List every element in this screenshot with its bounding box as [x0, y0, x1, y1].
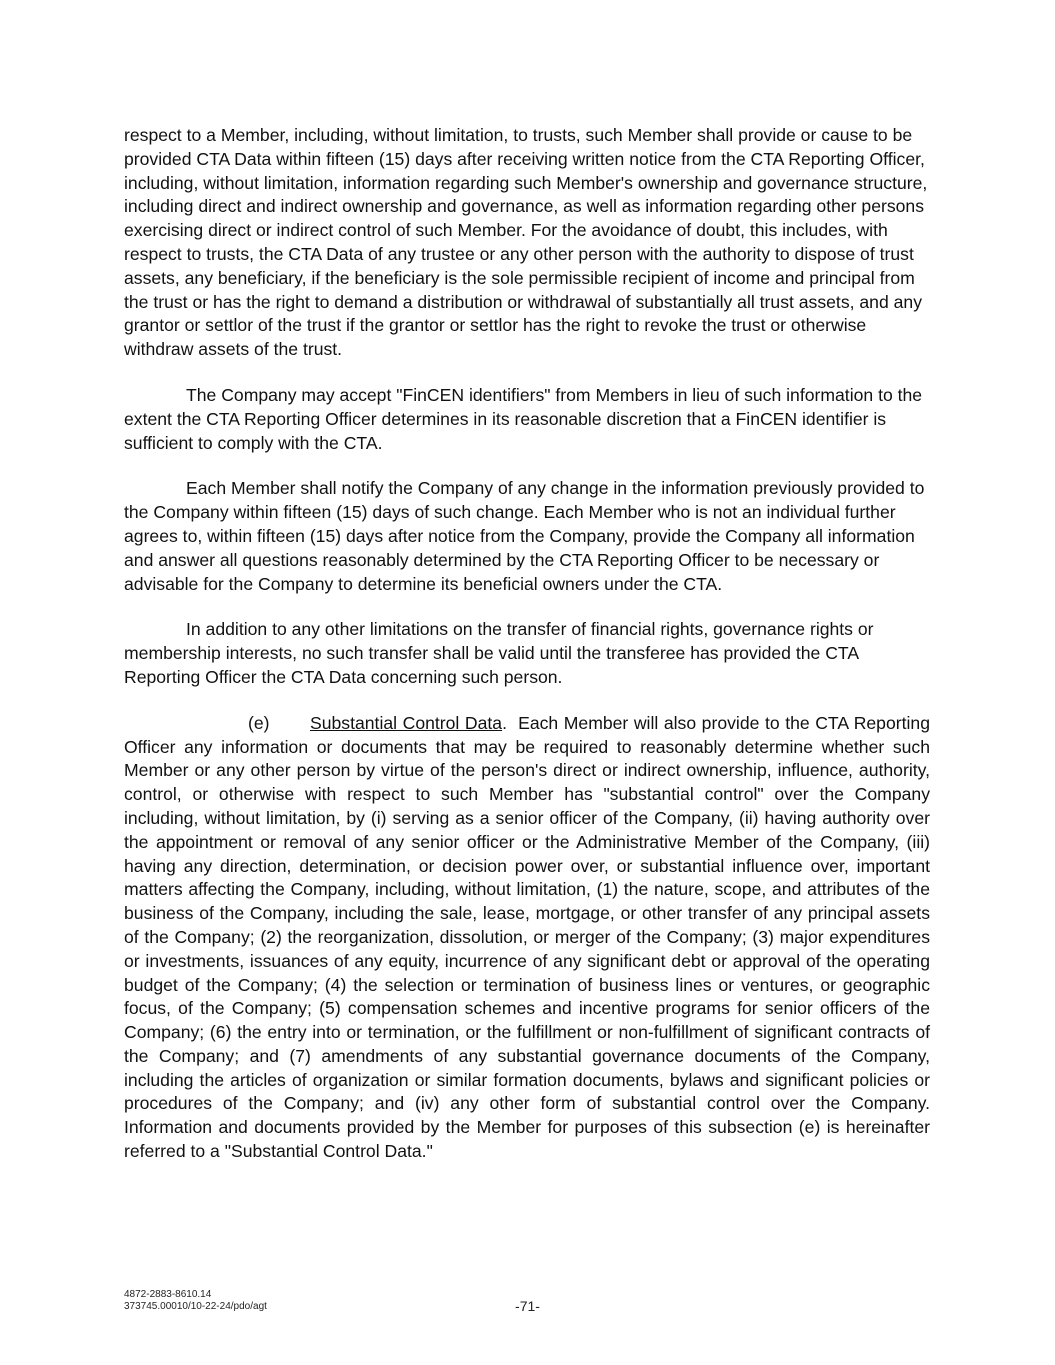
section-e-body: Each Member will also provide to the CTA Reporting Officer any information or documents that may be required to reasonably determine whether such Member or any other person by virtue of the person's direct or indirect ownership, influence, authority, control, or otherwise with respect to such Member has "substantial control" over the Company including, without limitation, by (i) serving as a senior officer of the Company, (ii) having authority over the appointment or removal of any senior officer or the Administrative Member of the Company, (iii) having any direction, determination, or decision power over, or substantial influence over, important matters affecting the Company, including, without limitation, (1) the nature, scope, and attributes of the business of the Company, including the sale, lease, mortgage, or other transfer of any principal assets of the Company; (2) the reorganization, dissolution, or merger of the Company; (3) major expenditures or investments, issuances of any equity, incurrence of any significant debt or approval of the operating budget of the Company; (4) the selection or termination of business lines or ventures, or geographic focus, of the Company; (5) compensation schemes and incentive programs for senior officers of the Company; (6) the entry into or termination, or the fulfillment or non-fulfillment of significant contracts of the Company; and (7) amendments of any substantial governance documents of the Company, including the articles of organization or similar formation documents, bylaws and significant policies or procedures of the Company; and (iv) any other form of substantial control over the Company. Information and documents provided by the Member for purposes of this subsection (e) is hereinafter referred to a "Substantial Control Data." [124, 712, 945, 1162]
footer-matter-ref: 373745.00010/10-22-24/pdo/agt [124, 1301, 267, 1312]
paragraph-transfer-limitations: In addition to any other limitations on the transfer of financial rights, governance rights or membership interests, no such transfer shall be valid until the transferee has provided the CTA Reporting Officer the CTA Data concerning such person. [124, 619, 874, 687]
page-number: -71- [515, 1298, 540, 1314]
paragraph-trust-data: respect to a Member, including, without limitation, to trusts, such Member shall provide or cause to be provided CTA Data within fifteen (15) days after receiving written notice from the CTA Reporting Officer, including, without limitation, information regarding such Member's ownership and governance structure, including direct and indirect ownership and governance, as well as information regarding other persons exercising direct or indirect control of such Member. For the avoidance of doubt, this includes, with respect to trusts, the CTA Data of any trustee or any other person with the authority to dispose of trust assets, any beneficiary, if the beneficiary is the sole permissible recipient of income and principal from the trust or has the right to demand a distribution or withdrawal of substantially all trust assets, and any grantor or settlor of the trust if the grantor or settlor has the right to revoke the trust or otherwise withdraw assets of the trust. [124, 125, 928, 360]
footer-doc-id: 4872-2883-8610.14 [124, 1289, 212, 1300]
paragraph-change-notification: Each Member shall notify the Company of any change in the information previously provided to the Company within fifteen (15) days of such change. Each Member who is not an individual further agrees to, within fifteen (15) days after notice from the Company, provide the Company all information and answer all questions reasonably determined by the CTA Reporting Officer to be necessary or advisable for the Company to determine its beneficial owners under the CTA. [124, 478, 925, 594]
section-e-heading: Substantial Control Data [310, 712, 503, 733]
document-body [124, 124, 945, 1164]
section-e-substantial-control [124, 712, 945, 1164]
paragraph-fincen-identifiers: The Company may accept "FinCEN identifiers" from Members in lieu of such information to the extent the CTA Reporting Officer determines in its reasonable discretion that a FinCEN identifier is sufficient to comply with the CTA. [124, 384, 923, 453]
section-e-heading-punct: . [502, 712, 507, 733]
section-e-label: (e) [248, 712, 270, 733]
